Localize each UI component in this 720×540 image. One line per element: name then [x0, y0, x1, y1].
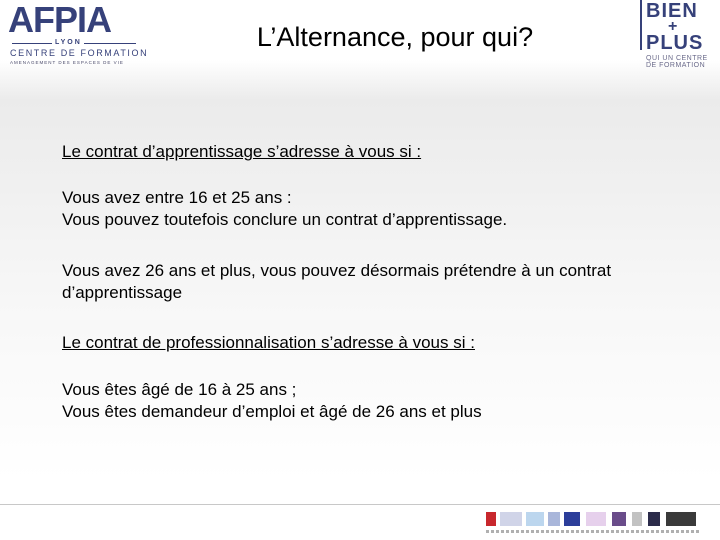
age-26-plus-lead: Vous avez 26 ans et plus, [62, 261, 256, 280]
age-26-plus-detail: vous pouvez désormais prétendre à un contrat d’apprentissage [62, 261, 612, 302]
age-16-25-line: Vous avez entre 16 et 25 ans : [62, 188, 292, 207]
partner-logo-7 [632, 512, 642, 526]
afpia-logo-city: LYON [55, 39, 82, 46]
partner-logo-3 [526, 512, 544, 526]
partner-logo-2 [500, 512, 522, 526]
partner-logo-8 [648, 512, 660, 526]
footer-fineprint [486, 530, 700, 533]
afpia-logo-rule-left [12, 43, 52, 44]
bienplus-logo-sub2: DE FORMATION [646, 62, 706, 69]
partner-logo-4 [548, 512, 560, 526]
afpia-logo-rule-right [84, 43, 136, 44]
afpia-logo-text: AFPIA [8, 0, 111, 40]
pro-condition-2: Vous êtes demandeur d’emploi et âgé de 26 ans et plus [62, 402, 482, 421]
bienplus-logo-sub1: QUI UN CENTRE [646, 55, 708, 62]
professional-conditions [62, 379, 702, 423]
age-26-plus-block [62, 260, 702, 304]
pro-condition-1: Vous êtes âgé de 16 à 25 ans ; [62, 380, 297, 399]
apprenticeship-heading: Le contrat d’apprentissage s’adresse à vous si : [62, 142, 422, 161]
footer-divider [0, 504, 720, 505]
age-16-25-block [62, 187, 702, 231]
partner-logo-6 [612, 512, 626, 526]
eu-flag-logo [564, 512, 580, 526]
partner-logo-9 [666, 512, 696, 526]
bienplus-logo-line1: BIEN [646, 0, 698, 22]
bienplus-logo-line2: PLUS [646, 32, 704, 54]
slide-title: L’Alternance, pour qui? [256, 22, 534, 52]
partner-logos [486, 508, 700, 530]
afpia-logo-tagline: CENTRE DE FORMATION [10, 48, 149, 58]
partner-logo-5 [586, 512, 606, 526]
partner-logo-1 [486, 512, 496, 526]
professional-heading: Le contrat de professionnalisation s’adresse à vous si : [62, 333, 475, 352]
age-16-25-detail: Vous pouvez toutefois conclure un contrat d’apprentissage. [62, 210, 508, 229]
afpia-logo-subtagline: AMENAGEMENT DES ESPACES DE VIE [10, 60, 124, 65]
bienplus-logo-plus-sign: + [668, 18, 678, 35]
